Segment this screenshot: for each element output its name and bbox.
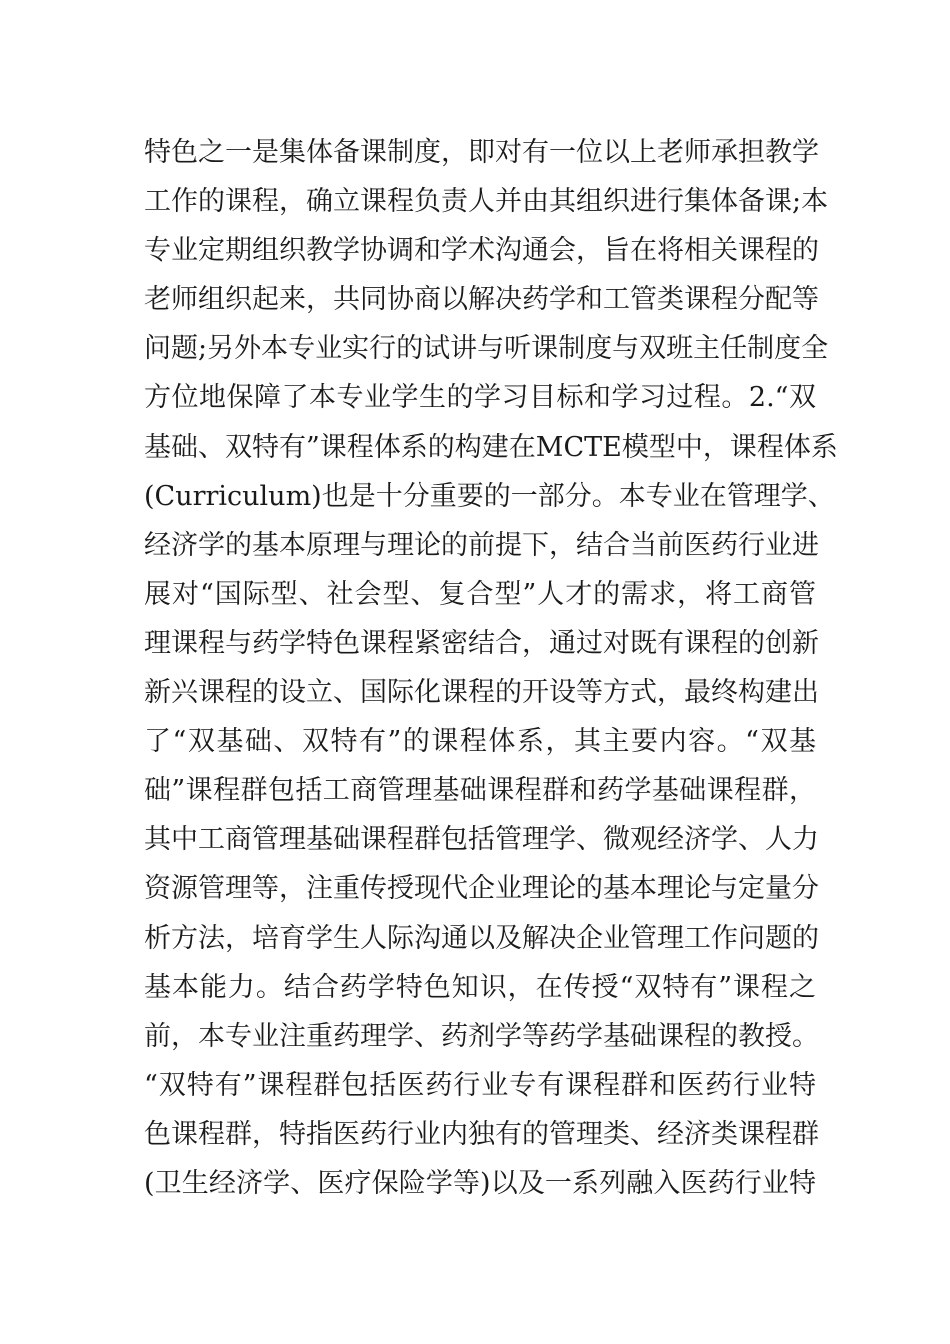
paragraph-line: 其中工商管理基础课程群包括管理学、微观经济学、人力 (144, 824, 819, 856)
paragraph-line: 资源管理等，注重传授现代企业理论的基本理论与定量分 (144, 873, 819, 905)
paragraph-line: (卫生经济学、医疗保险学等)以及一系列融入医药行业特 (144, 1167, 816, 1199)
paragraph-line: “双特有”课程群包括医药行业专有课程群和医药行业特 (144, 1069, 816, 1101)
paragraph-line: 经济学的基本原理与理论的前提下，结合当前医药行业进 (144, 529, 819, 561)
paragraph-line: 前，本专业注重药理学、药剂学等药学基础课程的教授。 (144, 1020, 819, 1052)
paragraph-line: 析方法，培育学生人际沟通以及解决企业管理工作问题的 (144, 922, 819, 954)
paragraph-line: 老师组织起来，共同协商以解决药学和工管类课程分配等 (144, 284, 819, 316)
paragraph-line: 础”课程群包括工商管理基础课程群和药学基础课程群， (144, 775, 816, 807)
paragraph-line: 基本能力。结合药学特色知识，在传授“双特有”课程之 (144, 971, 816, 1003)
paragraph-line: 色课程群，特指医药行业内独有的管理类、经济类课程群 (144, 1118, 819, 1150)
paragraph-line: 理课程与药学特色课程紧密结合，通过对既有课程的创新 (144, 627, 819, 659)
body-paragraph (144, 128, 838, 1208)
paragraph-line: 新兴课程的设立、国际化课程的开设等方式，最终构建出 (144, 677, 819, 709)
paragraph-line: 方位地保障了本专业学生的学习目标和学习过程。2.“双 (144, 382, 816, 414)
paragraph-line: 展对“国际型、社会型、复合型”人才的需求，将工商管 (144, 578, 816, 610)
paragraph-line: 问题;另外本专业实行的试讲与听课制度与双班主任制度全 (144, 333, 829, 365)
paragraph-line: 工作的课程，确立课程负责人并由其组织进行集体备课;本 (144, 186, 829, 218)
paragraph-line: 特色之一是集体备课制度，即对有一位以上老师承担教学 (144, 137, 819, 168)
paragraph-line: 了“双基础、双特有”的课程体系，其主要内容。“双基 (144, 726, 816, 758)
paragraph-line: 专业定期组织教学协调和学术沟通会，旨在将相关课程的 (144, 235, 819, 267)
paragraph-line: (Curriculum)也是十分重要的一部分。本专业在管理学、 (144, 480, 835, 512)
paragraph-line: 基础、双特有”课程体系的构建在MCTE模型中，课程体系 (144, 431, 838, 463)
